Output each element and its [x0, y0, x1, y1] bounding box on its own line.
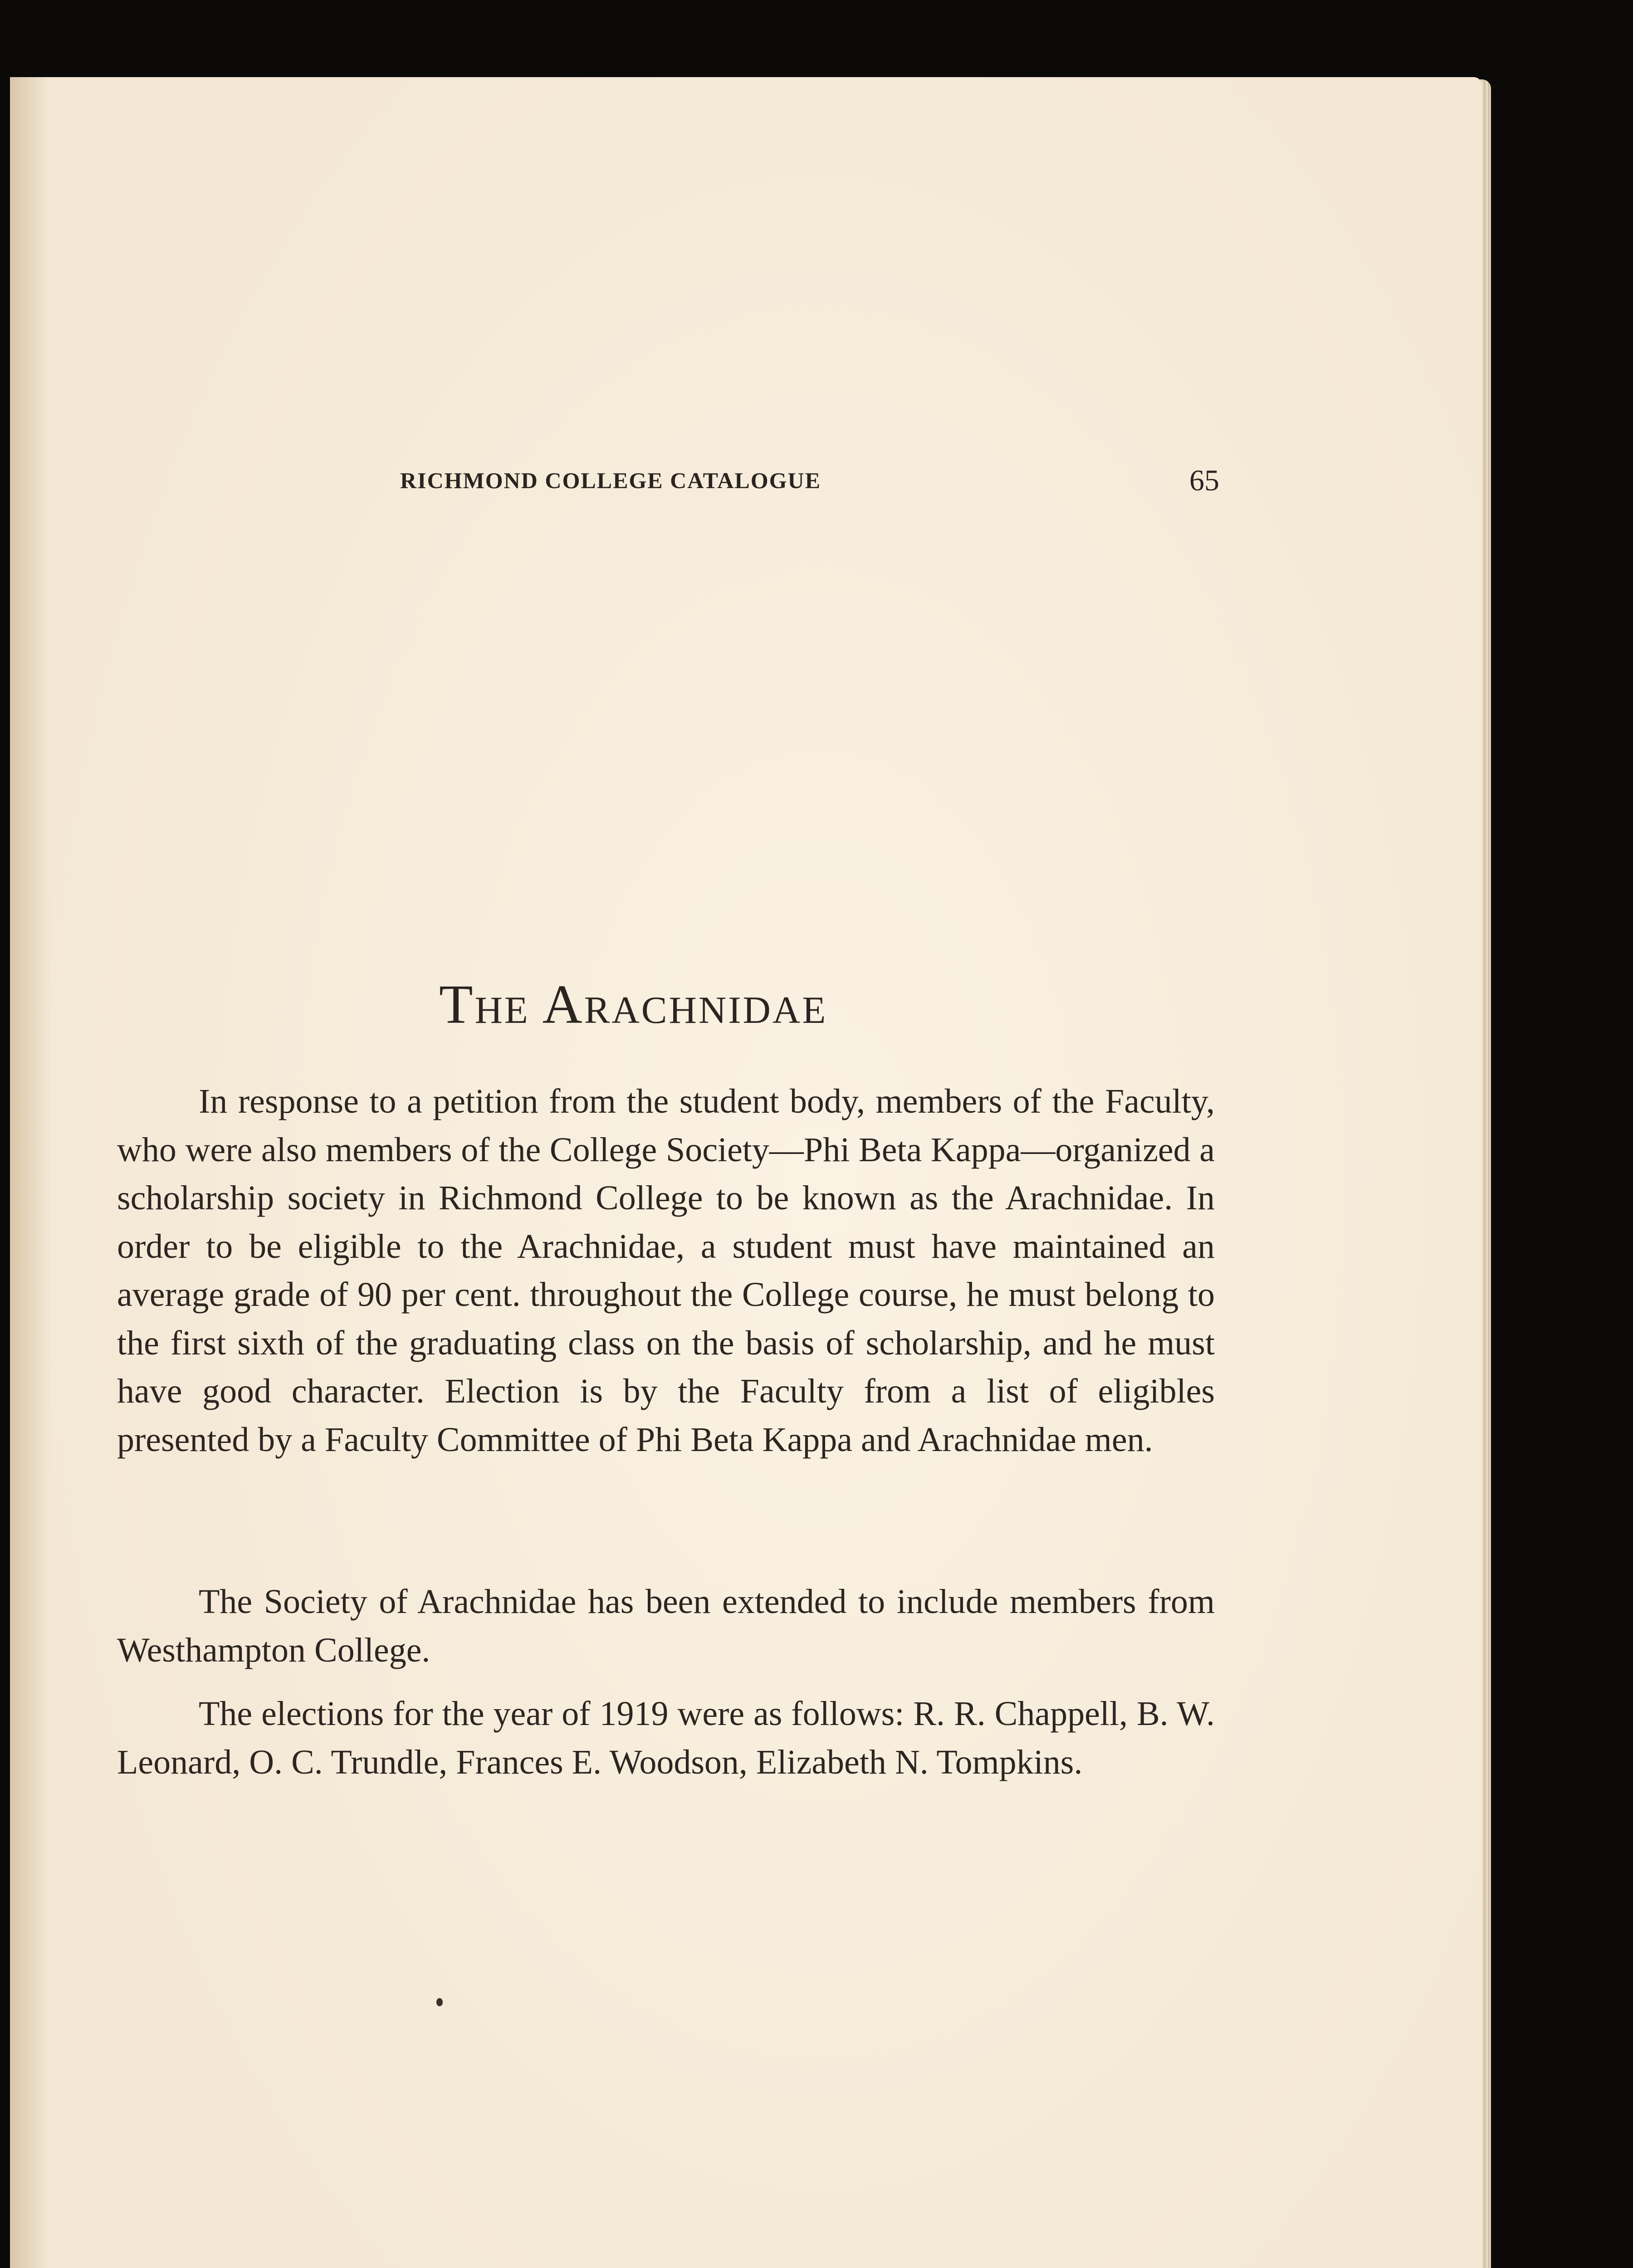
ink-speck: [436, 1998, 443, 2006]
header-title: RICHMOND COLLEGE CATALOGUE: [400, 468, 821, 493]
body-paragraph: The elections for the year of 1919 were as follows: R. R. Chappell, B. W. Leonard, O. C. Trundle, Frances E. Woodson, Elizabeth N. Tompkins.: [117, 1695, 1215, 1781]
running-header: [400, 464, 1219, 503]
section-title: The Arachnidae: [439, 974, 828, 1035]
body-paragraph: In response to a petition from the student body, members of the Faculty, who were also members of the College Society—Phi Beta Kappa—organized a scholarship society in Richmond College to be known as the Arachnidae. In order to be eligible to the Arachnidae, a student must have maintained an average grade of 90 per cent. throughout the College course, he must belong to the first sixth of the graduating class on the basis of scholarship, and he must have good character. Election is by the Faculty from a list of eligibles presented by a Faculty Committee of Phi Beta Kappa and Arachnidae men.: [117, 1082, 1215, 1459]
catalogue-page: [10, 77, 1482, 2268]
body-paragraph: The Society of Arachnidae has been extended to include members from Westhampton College.: [117, 1583, 1215, 1669]
page-number: 65: [1189, 464, 1219, 497]
